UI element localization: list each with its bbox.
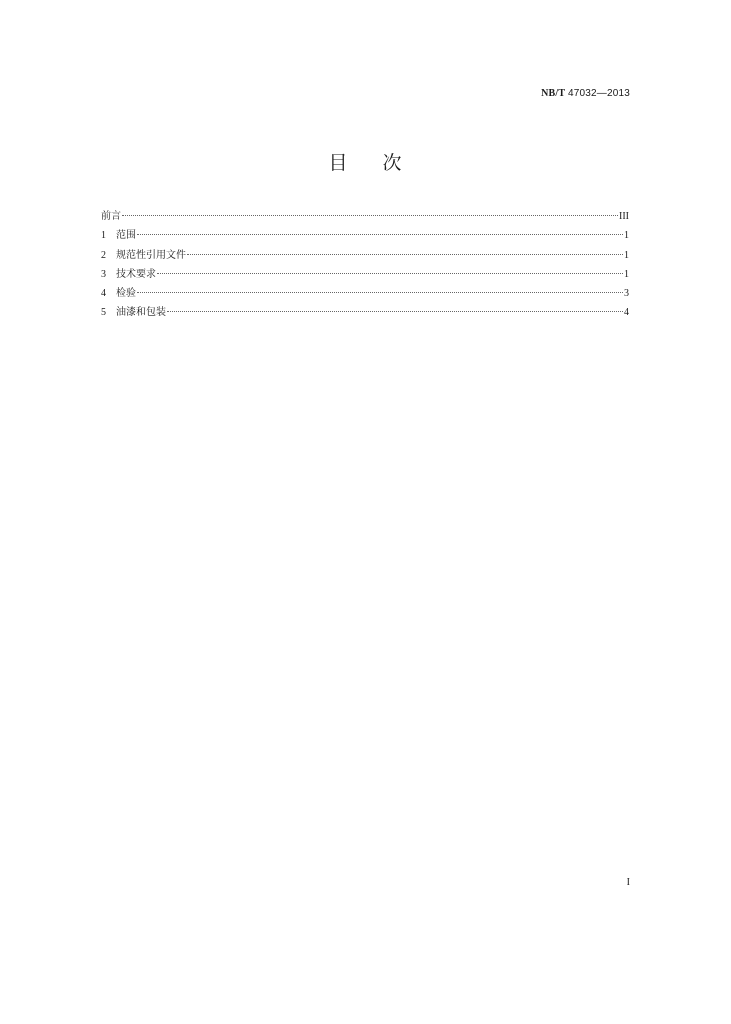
toc-entry-number: 3 bbox=[101, 268, 106, 280]
toc-entry-inspection[interactable] bbox=[101, 284, 629, 303]
title-right-char: 次 bbox=[382, 153, 403, 174]
toc-entry-label: 技术要求 bbox=[116, 268, 156, 280]
standard-code bbox=[541, 88, 630, 99]
standard-code-number: 47032—2013 bbox=[567, 88, 630, 99]
toc-leader-dots bbox=[157, 273, 623, 274]
toc-entry-scope[interactable] bbox=[101, 226, 629, 245]
toc-entry-number: 5 bbox=[101, 307, 106, 319]
table-of-contents bbox=[101, 207, 629, 323]
toc-entry-foreword[interactable] bbox=[101, 207, 629, 226]
page-title bbox=[0, 148, 731, 175]
toc-entry-page: 1 bbox=[624, 268, 629, 280]
title-left-char: 目 bbox=[328, 153, 349, 174]
toc-leader-dots bbox=[137, 234, 623, 235]
toc-entry-page: 3 bbox=[624, 288, 629, 300]
toc-entry-number: 1 bbox=[101, 230, 106, 242]
toc-entry-technical-requirements[interactable] bbox=[101, 265, 629, 284]
toc-entry-label: 范围 bbox=[116, 230, 136, 242]
toc-entry-label: 规范性引用文件 bbox=[116, 249, 186, 261]
toc-entry-page: 4 bbox=[624, 307, 629, 319]
toc-leader-dots bbox=[187, 254, 623, 255]
toc-entry-painting-packaging[interactable] bbox=[101, 303, 629, 322]
standard-code-prefix: NB/T bbox=[541, 88, 566, 99]
toc-entry-label: 检验 bbox=[116, 288, 136, 300]
toc-entry-page: III bbox=[619, 211, 629, 222]
toc-leader-dots bbox=[137, 292, 623, 293]
page-number: I bbox=[626, 877, 630, 888]
toc-entry-number: 2 bbox=[101, 249, 106, 261]
toc-leader-dots bbox=[122, 215, 618, 216]
toc-entry-page: 1 bbox=[624, 249, 629, 261]
toc-entry-page: 1 bbox=[624, 230, 629, 242]
toc-entry-number: 4 bbox=[101, 288, 106, 300]
toc-entry-label: 前言 bbox=[101, 211, 121, 222]
toc-entry-label: 油漆和包装 bbox=[116, 307, 166, 319]
toc-entry-normative-references[interactable] bbox=[101, 246, 629, 265]
toc-leader-dots bbox=[167, 311, 623, 312]
